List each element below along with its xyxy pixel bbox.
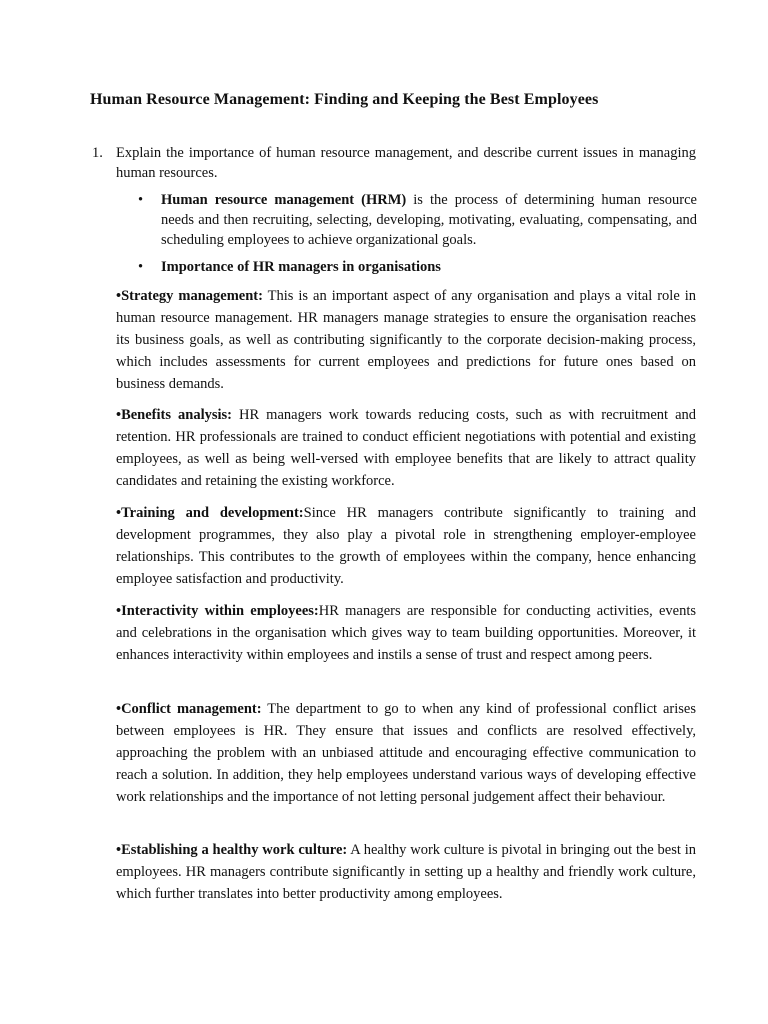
- bullet-term: Human resource management (HRM): [161, 192, 407, 208]
- paragraph-term: •Establishing a healthy work culture:: [116, 842, 348, 858]
- paragraph-term: •Strategy management:: [116, 288, 263, 304]
- paragraph-benefits-analysis: [116, 404, 696, 492]
- bullet-item-importance-heading: [161, 257, 697, 277]
- paragraph-body: A healthy work culture is pivotal in bringing out the best in employees. HR managers contribute significantly in setting up a healthy and friendly work culture, which further translates into better productivity among employees.: [116, 842, 696, 902]
- paragraph-strategy-management: [116, 285, 696, 395]
- bullet-item-hrm-definition: [161, 190, 697, 250]
- question-number: 1.: [92, 145, 103, 161]
- bullet-body: is the process of determining human resource needs and then recruiting, selecting, developing, motivating, evaluating, compensating, and scheduling employees to achieve organizational goals.: [161, 192, 697, 248]
- paragraph-body: The department to go to when any kind of professional conflict arises between employees is HR. They ensure that issues and conflicts are resolved effectively, approaching the problem with an unbiased attitude and encouraging effective communication to reach a solution. In addition, they help employees understand various ways of developing effective work relationships and the importance of not letting personal judgement affect their behaviour.: [116, 701, 697, 805]
- paragraph-conflict-management: [116, 698, 696, 808]
- question-text: Explain the importance of human resource management, and describe current issues in managing human resources.: [116, 145, 696, 181]
- paragraph-body: HR managers are responsible for conducting activities, events and celebrations in the organisation which gives way to team building opportunities. Moreover, it enhances interactivity within employees and instils a sense of trust and respect among peers.: [116, 603, 696, 663]
- paragraph-term: •Training and development:: [116, 505, 304, 521]
- bullet-term: Importance of HR managers in organisations: [161, 259, 441, 275]
- paragraph-term: •Benefits analysis:: [116, 407, 233, 423]
- paragraph-term: •Conflict management:: [116, 701, 262, 717]
- bullet-symbol: •: [138, 192, 144, 208]
- page-title: Human Resource Management: Finding and Keeping the Best Employees: [90, 91, 599, 108]
- paragraph-body: This is an important aspect of any organisation and plays a vital role in human resource management. HR managers manage strategies to ensure the organisation reaches its business goals, as well as contributing significantly to the corporate decision-making process, which includes assessments for current employees and predictions for future ones based on business demands.: [116, 288, 696, 392]
- bullet-symbol: •: [138, 259, 144, 275]
- paragraph-training-development: [116, 502, 696, 590]
- paragraph-work-culture: [116, 839, 696, 905]
- paragraph-interactivity: [116, 600, 696, 666]
- paragraph-term: •Interactivity within employees:: [116, 603, 319, 619]
- paragraph-body: Since HR managers contribute significantly to training and development programmes, they also play a pivotal role in strengthening employer-employee relationships. This contributes to the growth of employees within the company, hence enhancing employee satisfaction and productivity.: [116, 505, 696, 587]
- paragraph-body: HR managers work towards reducing costs, such as with recruitment and retention. HR professionals are trained to conduct efficient negotiations with potential and existing employees, as well as being well-versed with employee benefits that are likely to attract quality candidates and retaining the existing workforce.: [116, 407, 697, 489]
